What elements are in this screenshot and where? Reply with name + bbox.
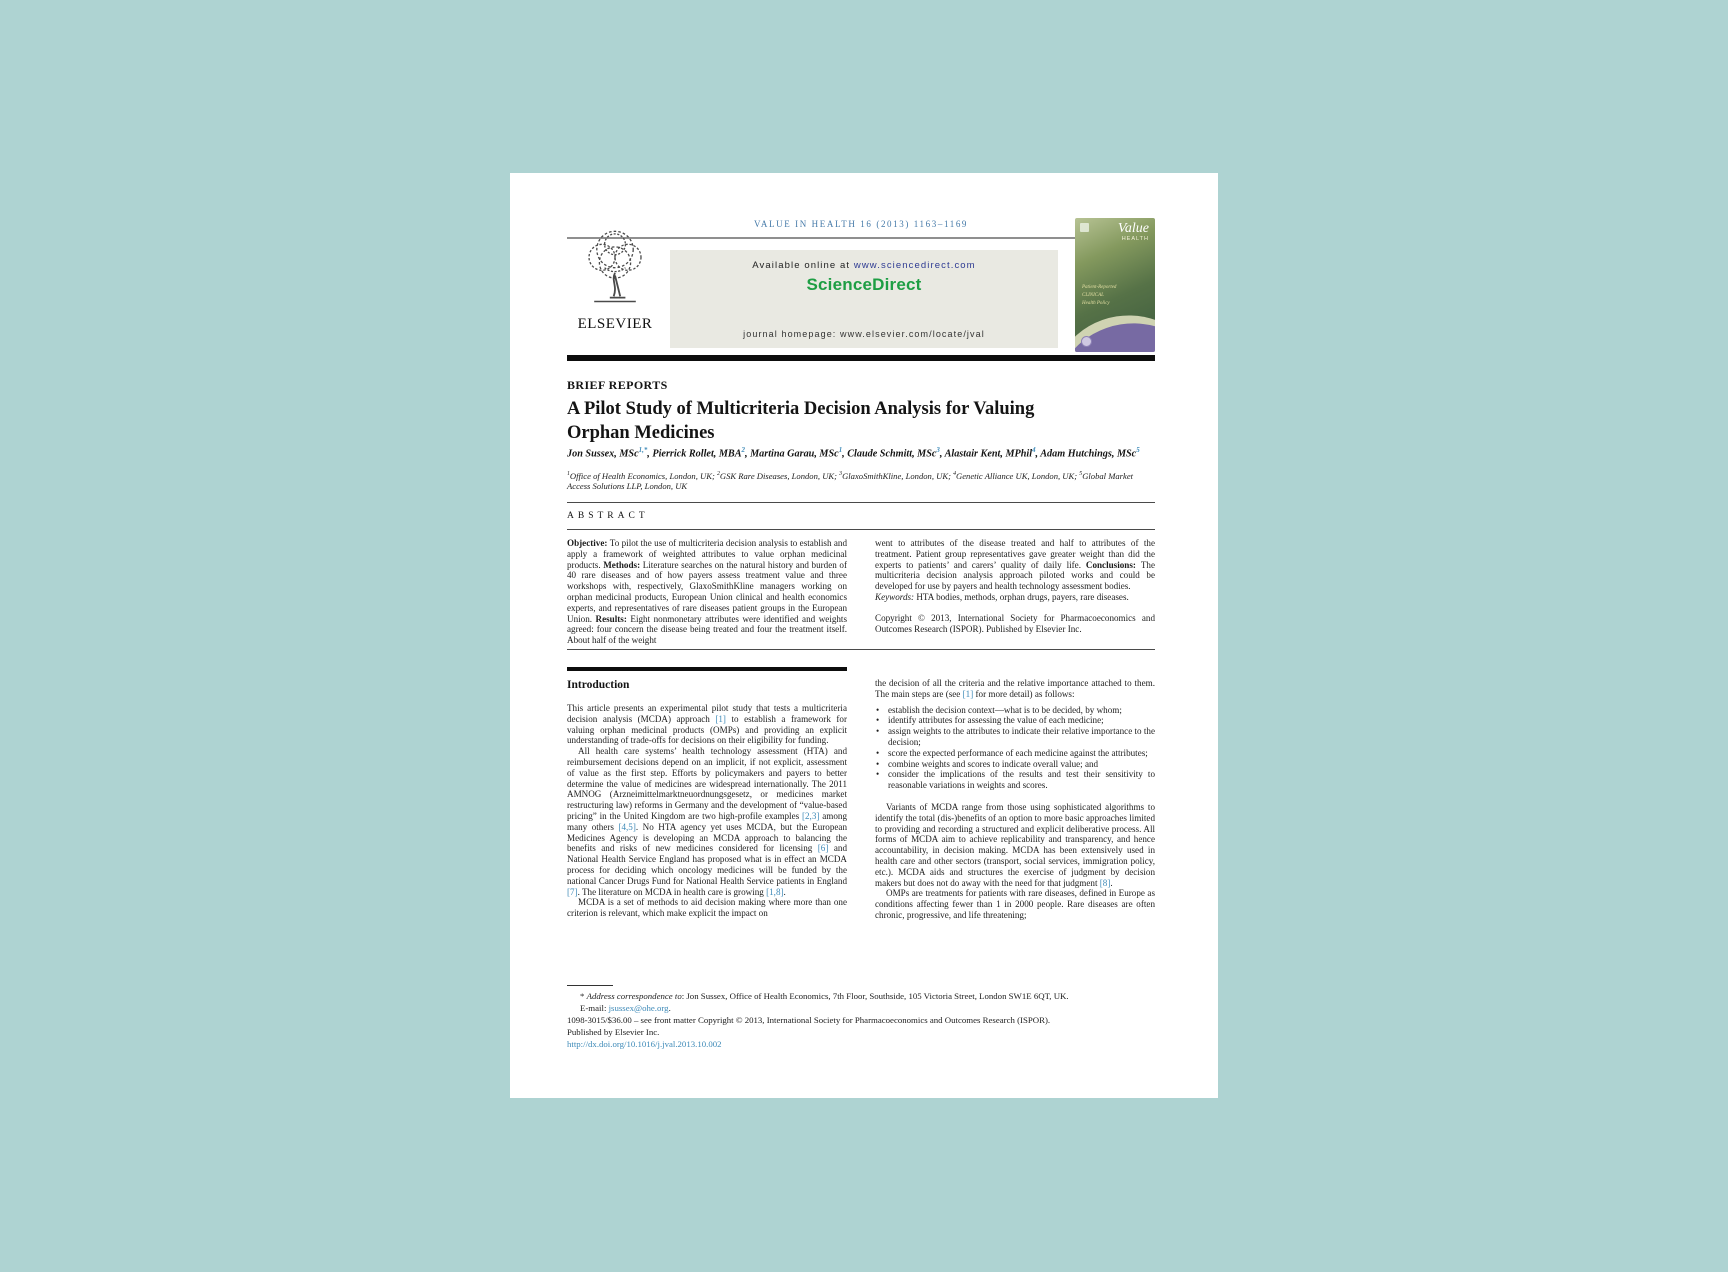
journal-citation-header: VALUE IN HEALTH 16 (2013) 1163–1169 [753, 219, 969, 229]
intro-paragraph [567, 746, 847, 897]
abstract-right-column [875, 538, 1155, 646]
text-segment: Global Market Access Solutions LLP, London, UK [567, 470, 1134, 492]
article-title-line1: A Pilot Study of Multicriteria Decision Analysis for Valuing [567, 399, 1035, 419]
intro-left-column [567, 667, 847, 919]
text-segment: , Claude Schmitt, MSc [842, 448, 937, 460]
sciencedirect-banner [670, 250, 1058, 348]
article-title [567, 397, 1127, 445]
text-segment: the decision of all the criteria and the relative importance attached to them. The main steps are (see [875, 678, 1155, 699]
text-segment: 2 [716, 471, 720, 477]
citation-link[interactable]: [7] [567, 886, 578, 897]
text-segment: 1 [838, 447, 843, 454]
text-segment: 4 [1032, 447, 1036, 454]
abstract-left-column [567, 538, 847, 646]
text-segment: . [668, 1002, 671, 1013]
list-item: • establish the decision context—what is to be decided, by whom; [875, 705, 1155, 716]
text-segment: GlaxoSmithKline, London, UK; [842, 470, 954, 481]
text-segment: Conclusions: [1085, 559, 1141, 570]
journal-article-page [510, 173, 1218, 1098]
text-segment: The multicriteria decision analysis approach piloted works and could be developed for use by payers and health technology assessment bodies. [875, 559, 1155, 592]
text-segment: . No HTA agency yet uses MCDA, but the European Medicines Agency is developing an MCDA approach to balancing the benefits and risks of new medicines considered for licensing [567, 821, 847, 854]
text-segment: To pilot the use of multicriteria decision analysis to establish and apply a framework of weighted attributes to value orphan medicinal products. [567, 538, 848, 570]
text-segment: , Alastair Kent, MPhil [939, 448, 1033, 460]
text-segment: to establish a framework for valuing orphan medicinal products (OMPs) and providing an explicit understanding of trade-offs for decisions on their eligibility for funding. [567, 713, 847, 746]
title-divider-bar [567, 355, 1155, 361]
text-segment: Literature searches on the natural history and burden of 40 rare diseases and of how payers assess treatment value and three workshops with, respectively, GlaxoSmithKline managers working on orphan medicinal products, European Union clinical and health economics experts, and representatives of rare diseases patient groups in the European Union. [567, 559, 847, 624]
available-online-prefix: Available online at [752, 260, 854, 271]
text-segment: 3 [936, 447, 940, 454]
text-segment: E-mail: [580, 1002, 609, 1013]
list-item: • identify attributes for assessing the value of each medicine; [875, 715, 1155, 726]
elsevier-wordmark: ELSEVIER [577, 316, 653, 332]
copyright-notice: Copyright © 2013, International Society for Pharmacoeconomics and Outcomes Research (ISPOR). Published by Elsevier Inc. [875, 612, 1155, 634]
sciencedirect-logo[interactable]: ScienceDirect [806, 275, 922, 294]
publisher-line: Published by Elsevier Inc. [567, 1026, 660, 1037]
intro-paragraph [875, 678, 1155, 700]
list-item: • combine weights and scores to indicate overall value; and [875, 759, 1155, 770]
cover-emblem-icon [1080, 223, 1089, 232]
sciencedirect-url-link[interactable]: www.sciencedirect.com [853, 260, 976, 271]
text-segment: and National Health Service England has proposed what is in effect an MCDA process for deciding which oncology medicines will be funded by the national Cancer Drugs Fund for National Health Service patients in England [567, 843, 847, 886]
section-label: BRIEF REPORTS [567, 378, 668, 392]
introduction-heading: Introduction [567, 679, 630, 691]
correspondence-note [567, 991, 1155, 1003]
text-segment: 4 [953, 471, 957, 477]
list-item: • consider the implications of the results and test their sensitivity to reasonable variations in weights and scores. [875, 769, 1155, 791]
abstract-rule-mid [567, 529, 1155, 530]
journal-cover-thumbnail[interactable] [1075, 218, 1155, 352]
text-segment: , Adam Hutchings, MSc [1035, 448, 1137, 460]
citation-link[interactable]: [2,3] [801, 810, 820, 821]
intro-paragraph: OMPs are treatments for patients with rare diseases, defined in Europe as conditions affecting fewer than 1 in 2000 people. Rare diseases are often chronic, progressive, and life threatening; [875, 888, 1155, 920]
abstract-rule-bottom [567, 649, 1155, 650]
footnote-rule [567, 985, 613, 986]
citation-link[interactable]: [1] [715, 713, 726, 724]
text-segment: , Martina Garau, MSc [744, 448, 839, 460]
text-segment: among many others [567, 810, 847, 832]
text-segment: . [783, 886, 786, 897]
intro-paragraph [875, 802, 1155, 888]
text-segment: 5 [1079, 471, 1083, 477]
article-title-line2: Orphan Medicines [567, 423, 715, 443]
text-segment: HTA bodies, methods, orphan drugs, payers, rare diseases. [916, 591, 1129, 602]
citation-link[interactable]: [8] [1099, 877, 1111, 888]
value-health-logo [1118, 222, 1149, 242]
text-segment: 5 [1136, 447, 1140, 454]
text-segment: GSK Rare Diseases, London, UK; [719, 470, 840, 481]
text-segment: Objective: [567, 538, 610, 548]
list-item: • score the expected performance of each medicine against the attributes; [875, 748, 1155, 759]
intro-right-column [875, 678, 1155, 921]
text-segment: went to attributes of the disease treated and half to attributes of the treatment. Patient group representatives gave greater weight than did the experts to patients’ and carers’ quality of daily life. [875, 538, 1155, 570]
text-segment: . The literature on MCDA in health care is growing [577, 886, 767, 897]
citation-link[interactable]: [1,8] [766, 886, 784, 897]
text-segment: 2 [741, 447, 745, 454]
abstract-text-left [567, 538, 847, 646]
introduction-heading-bar [567, 667, 847, 671]
text-segment: Jon Sussex, MSc [567, 448, 639, 460]
text-segment: Address correspondence to [586, 991, 682, 1001]
text-segment: Office of Health Economics, London, UK; [569, 470, 717, 481]
intro-paragraph: MCDA is a set of methods to aid decision making where more than one criterion is relevant, which make explicit the impact on [567, 897, 847, 919]
text-segment: Genetic Alliance UK, London, UK; [956, 470, 1080, 481]
text-segment: for more detail) as follows: [973, 688, 1075, 699]
affiliations [567, 469, 1155, 492]
text-segment: : Jon Sussex, Office of Health Economics, 7th Floor, Southside, 105 Victoria Street, London SW1E 6QT, UK. [681, 991, 1069, 1001]
journal-homepage-link[interactable]: journal homepage: www.elsevier.com/locate/jval [743, 329, 985, 339]
citation-link[interactable]: [6] [817, 843, 829, 854]
doi-link[interactable]: http://dx.doi.org/10.1016/j.jval.2013.10.002 [567, 1038, 722, 1049]
cover-text-lines: Patient-Reported CLINICAL Health Policy [1082, 285, 1117, 306]
citation-link[interactable]: [1] [962, 688, 974, 699]
article-footer [567, 985, 1155, 1051]
cover-title-script: Value [1117, 221, 1149, 236]
text-segment: All health care systems’ health technology assessment (HTA) and reimbursement decisions depend on an implicit, if not explicit, assessment of value as the first step. Efforts by policymakers and payers to better determine the value of medicines are widespread internationally. The 2011 AMNOG (Arzneimittelmarktneuordnungsgesetz, or medicines market restructuring law) reforms in Germany and the development of “value-based pricing” in the United Kingdom are two high-profile examples [567, 746, 847, 821]
text-segment: , Pierrick Rollet, MBA [647, 448, 742, 460]
email-link[interactable]: jsussex@ohe.org [608, 1002, 669, 1013]
abstract-body [567, 538, 1155, 646]
authors-line [567, 447, 1155, 459]
abstract-heading: ABSTRACT [567, 511, 649, 521]
issn-copyright-line: 1098-3015/$36.00 – see front matter Copyright © 2013, International Society for Pharmacoeconomics and Outcomes Research (ISPOR). [567, 1014, 1051, 1025]
text-segment: * [580, 991, 587, 1001]
citation-link[interactable]: [4,5] [618, 821, 636, 832]
available-online-text [670, 260, 1058, 271]
text-segment: Results: [595, 613, 631, 624]
list-item: • assign weights to the attributes to indicate their relative importance to the decision; [875, 726, 1155, 748]
cover-title-caps: HEALTH [1121, 236, 1149, 242]
text-segment: Variants of MCDA range from those using sophisticated algorithms to identify the total (dis-)benefits of an option to more basic approaches limited to providing and recording a structured and explicit deliberative process. All forms of MCDA aim to achieve replicability and transparency, and hence accountability, in decision making. MCDA has been extensively used in health care and other sectors (transport, social services, immigration policy, etc.). MCDA aids and structures the exercise of judgment by decision makers but does not do away with the need for that judgment [875, 801, 1155, 888]
text-segment: This article presents an experimental pilot study that tests a multicriteria decision analysis (MCDA) approach [567, 703, 847, 724]
text-segment: 3 [839, 471, 843, 477]
text-segment: . [1110, 877, 1113, 888]
text-segment: Keywords: [875, 591, 917, 602]
abstract-rule-top [567, 502, 1155, 503]
text-segment: 1 [567, 471, 570, 477]
intro-paragraph [567, 703, 847, 746]
mcda-steps-list [875, 705, 1155, 791]
email-line [567, 1003, 1155, 1015]
elsevier-logo[interactable] [567, 223, 663, 349]
elsevier-tree-icon [567, 223, 663, 315]
globe-icon [1081, 336, 1092, 347]
text-segment: 1,* [638, 447, 648, 454]
text-segment: Eight nonmonetary attributes were identified and weights agreed: four concern the disease being treated and four the treatment itself. About half of the weight [567, 613, 847, 646]
keywords-line [875, 592, 1155, 603]
abstract-text-right [875, 538, 1155, 592]
text-segment: Methods: [603, 559, 643, 570]
